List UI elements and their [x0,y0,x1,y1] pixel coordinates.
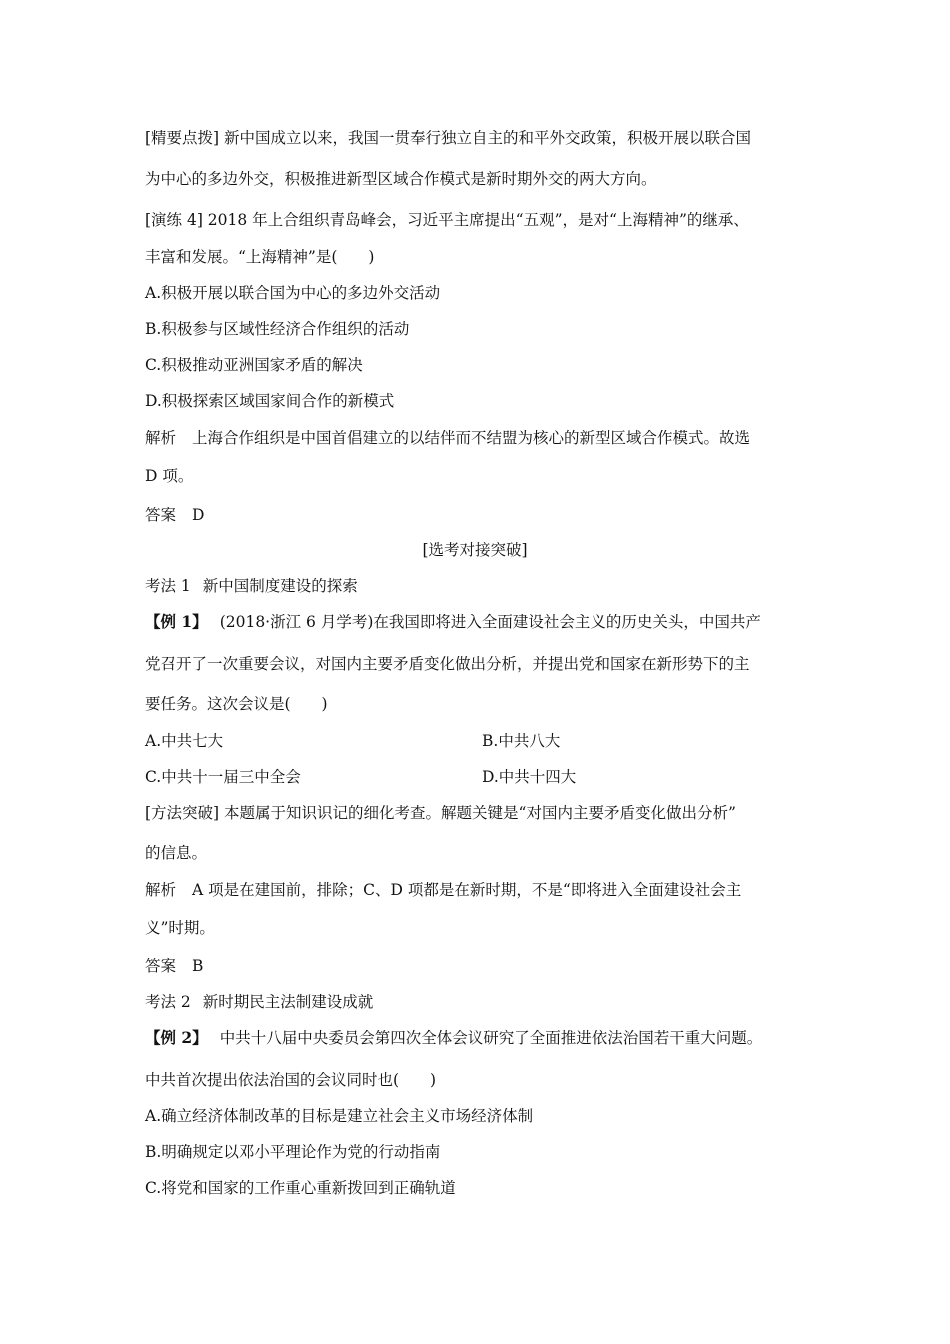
tip-line-1 [145,128,751,148]
example1-answer-label: 答案 [145,957,177,975]
example2-option-a: A.确立经济体制改革的目标是建立社会主义市场经济体制 [145,1107,534,1125]
example2-label: 【例 2】 [145,1028,208,1047]
example1-option-c: C.中共十一届三中全会 [145,768,301,786]
example1-option-d: D.中共十四大 [482,768,577,786]
method2-label: 考法 2 [145,993,191,1011]
example1-analysis-label: 解析 [145,881,177,899]
example1-answer [145,956,203,976]
example1-label: 【例 1】 [145,612,208,631]
tip-tag: [精要点拨] [145,129,220,147]
section-title: [选考对接突破] [422,541,528,559]
example1-analysis-line-2: 义”时期。 [145,919,215,937]
drill4-option-a: A.积极开展以联合国为中心的多边外交活动 [145,284,441,302]
example1-line-3: 要任务。这次会议是( ) [145,695,328,713]
tip-text-1: 新中国成立以来，我国一贯奉行独立自主的和平外交政策，积极开展以联合国 [224,129,752,147]
example1-line-1 [145,612,761,632]
drill4-answer-label: 答案 [145,506,177,524]
example1-method-line-1 [145,803,736,823]
example1-option-b: B.中共八大 [482,732,561,750]
example1-answer-value: B [192,957,204,975]
example1-method-text: 本题属于知识识记的细化考查。解题关键是“对国内主要矛盾变化做出分析” [224,804,736,822]
example1-method-tag: [方法突破] [145,804,220,822]
drill4-analysis-line-1 [145,428,750,448]
drill4-option-c: C.积极推动亚洲国家矛盾的解决 [145,356,363,374]
example2-line-2: 中共首次提出依法治国的会议同时也( ) [145,1071,437,1089]
method2-heading [145,992,373,1012]
example1-analysis-line-1 [145,880,741,900]
example2-line-1 [145,1028,762,1048]
example2-option-b: B.明确规定以邓小平理论作为党的行动指南 [145,1143,441,1161]
example2-option-c: C.将党和国家的工作重心重新拨回到正确轨道 [145,1179,456,1197]
method2-title: 新时期民主法制建设成就 [202,993,374,1011]
drill4-analysis-text: 上海合作组织是中国首倡建立的以结伴而不结盟为核心的新型区域合作模式。故选 [192,429,751,447]
method1-title: 新中国制度建设的探索 [202,577,358,595]
method1-heading [145,576,358,596]
method1-label: 考法 1 [145,577,191,595]
drill4-analysis-line-2: D 项。 [145,467,194,485]
example1-line-2: 党召开了一次重要会议，对国内主要矛盾变化做出分析，并提出党和国家在新形势下的主 [145,655,750,673]
drill4-answer-value: D [192,506,205,524]
example1-option-a: A.中共七大 [145,732,224,750]
example1-method-line-2: 的信息。 [145,844,208,862]
drill4-option-b: B.积极参与区域性经济合作组织的活动 [145,320,410,338]
drill4-question-line-2: 丰富和发展。“上海精神”是( ) [145,248,375,266]
example1-analysis-text: A 项是在建国前，排除；C、D 项都是在新时期，不是“即将进入全面建设社会主 [192,881,742,899]
drill4-answer [145,505,204,525]
drill4-option-d: D.积极探索区域国家间合作的新模式 [145,392,395,410]
drill4-analysis-label: 解析 [145,429,177,447]
drill4-question-line-1: [演练 4] 2018 年上合组织青岛峰会，习近平主席提出“五观”，是对“上海精神”的继承、 [145,211,749,229]
tip-line-2: 为中心的多边外交，积极推进新型区域合作模式是新时期外交的两大方向。 [145,170,657,188]
example2-text-1: 中共十八届中央委员会第四次全体会议研究了全面推进依法治国若干重大问题。 [219,1029,763,1047]
example1-text-1: (2018·浙江 6 月学考)在我国即将进入全面建设社会主义的历史关头，中国共产 [219,613,761,631]
